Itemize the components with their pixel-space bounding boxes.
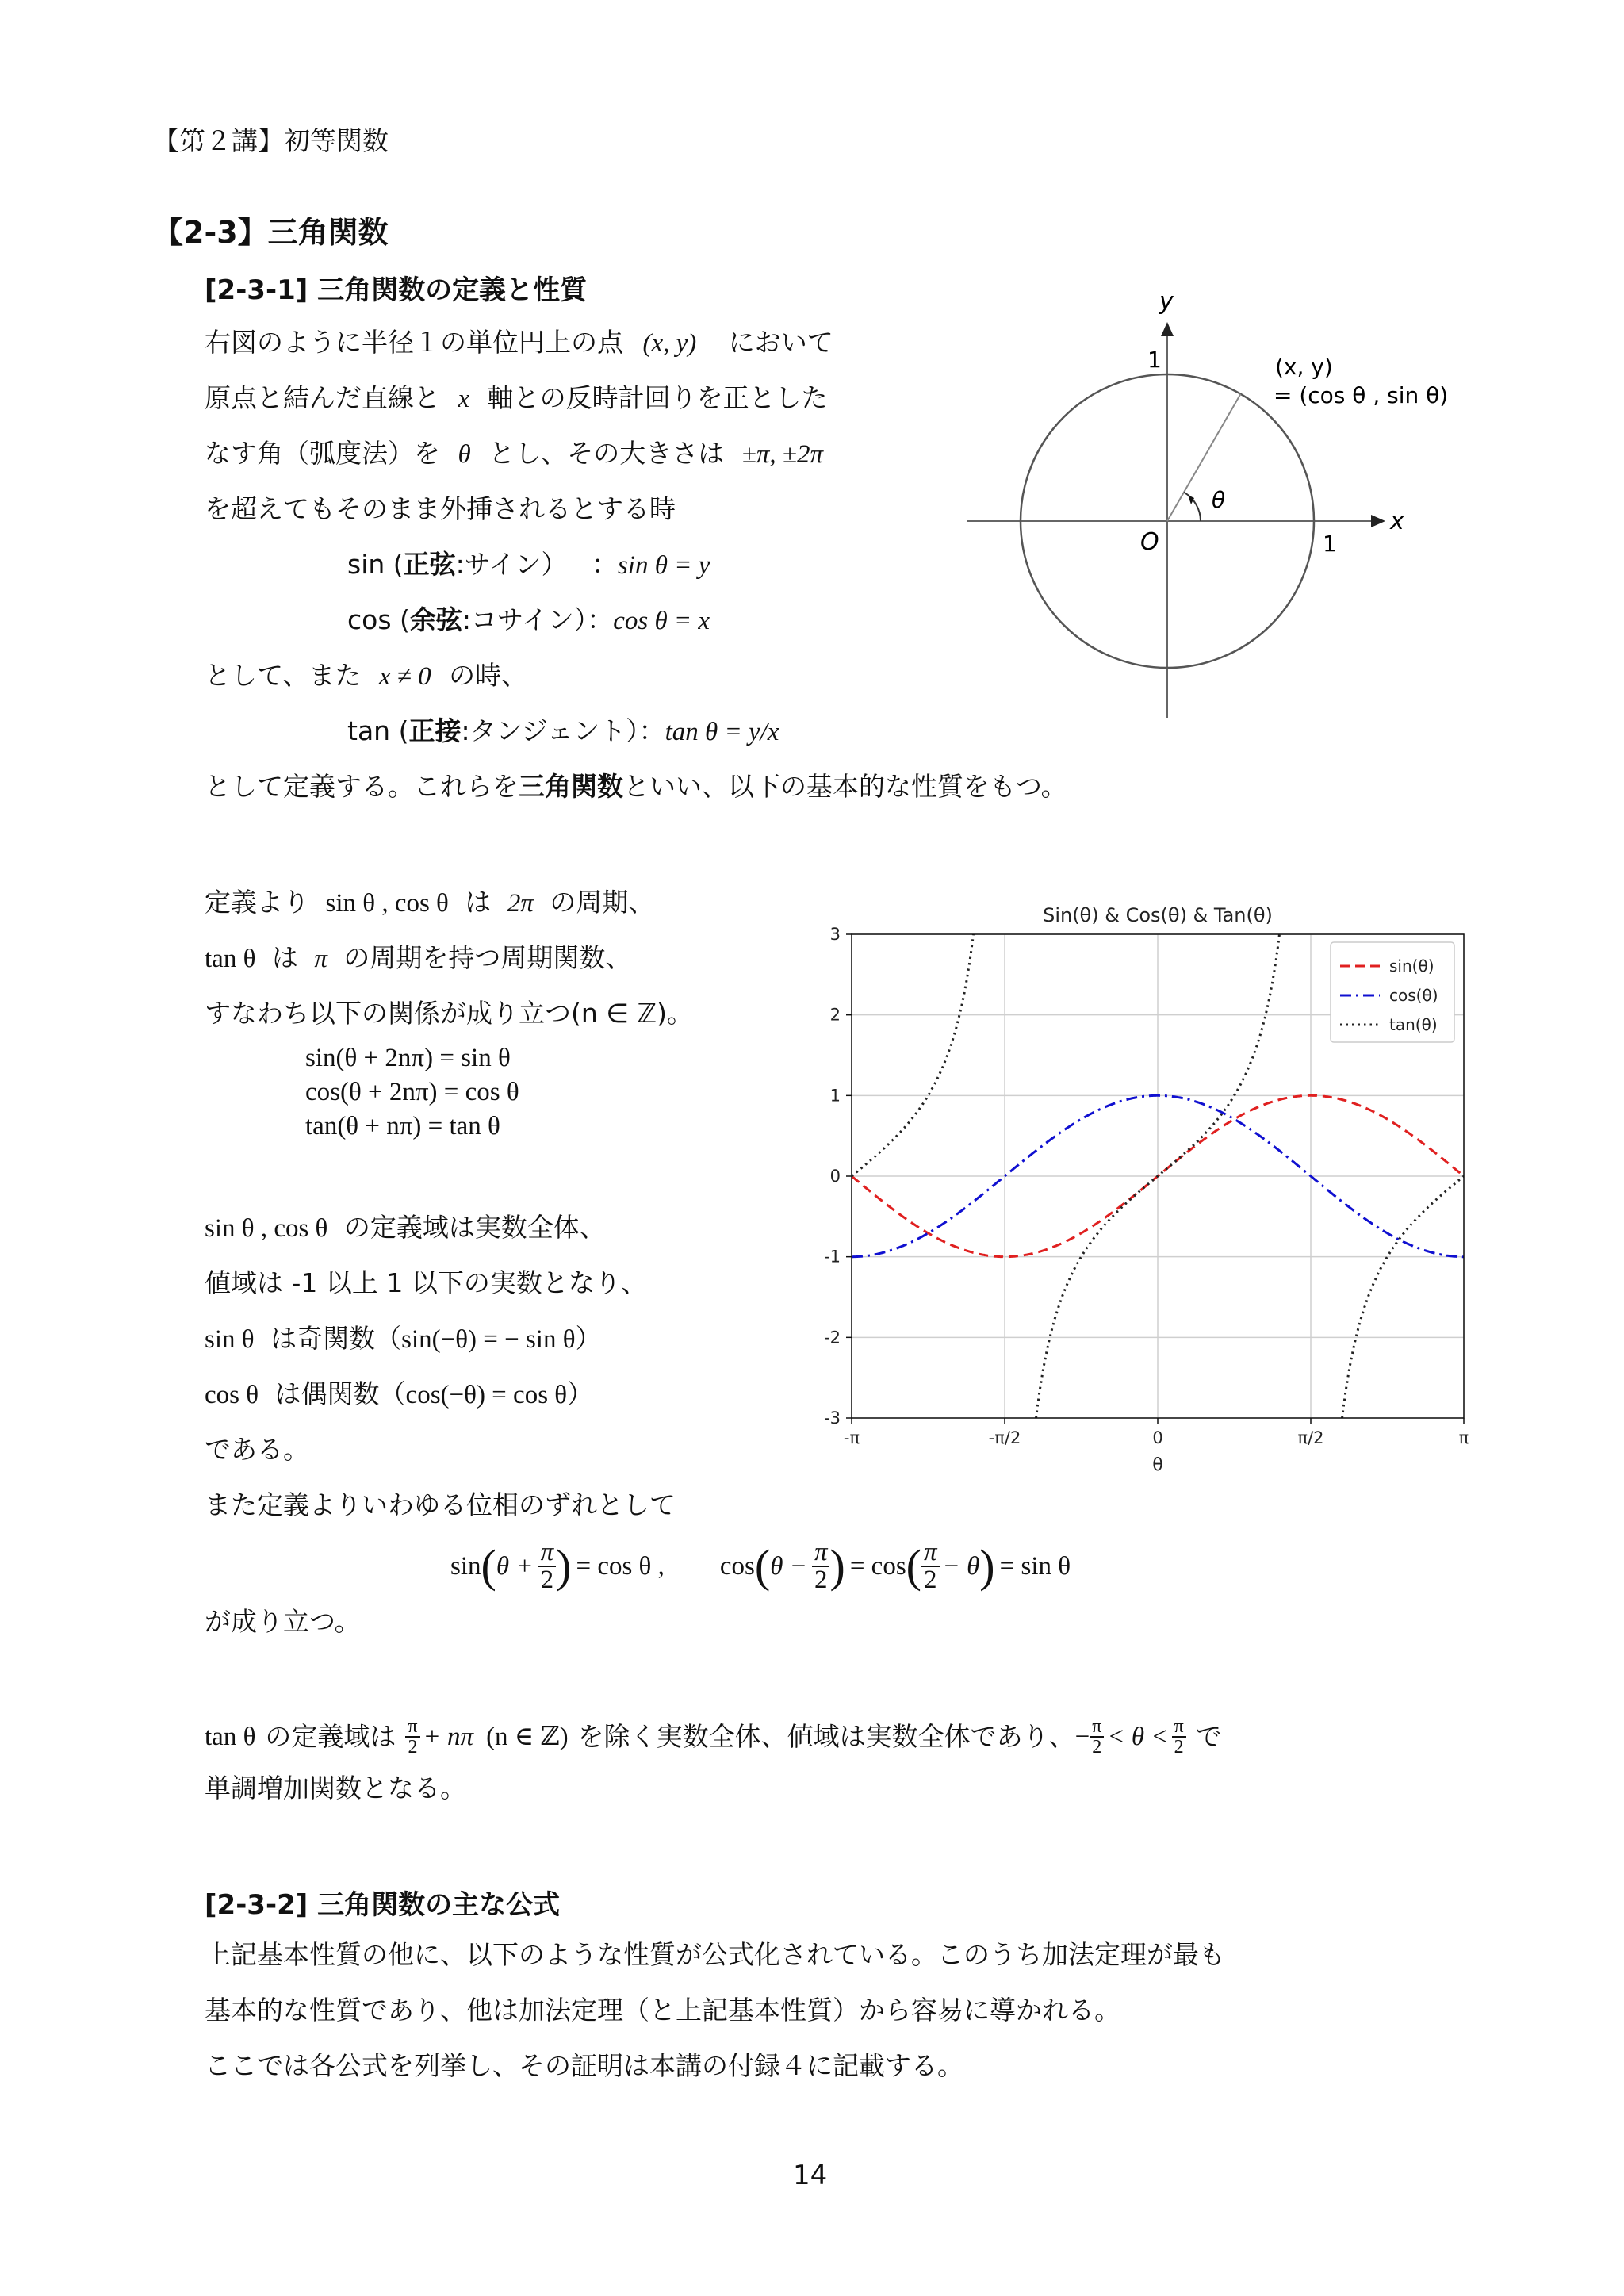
pi-over-2: $\frac{\pi}{2}$ — [812, 1539, 830, 1593]
cos-name: cos ( — [347, 604, 410, 635]
x-var: x — [458, 385, 470, 413]
def-line-4: を超えてもそのまま外挿されるとする時 — [205, 493, 676, 524]
subsection-title-2: [2-3-2] 三角関数の主な公式 — [205, 1889, 561, 1921]
domain-text: の定義域は実数全体、 — [343, 1212, 606, 1243]
pi-over-2: $\frac{\pi}{2}$ — [1172, 1717, 1186, 1757]
legend-label: tan(θ) — [1389, 1015, 1438, 1034]
pi-over-2: $\frac{\pi}{2}$ — [538, 1539, 557, 1593]
formula-intro-3: ここでは各公式を列挙し、その証明は本講の付録４に記載する。 — [205, 2050, 963, 2081]
sin-formula: sin θ = y — [617, 551, 710, 580]
x-condition: x ≠ 0 — [378, 662, 431, 691]
tan-colon: ： — [638, 715, 665, 746]
y-tick-label: 2 — [829, 1005, 841, 1025]
chart-legend — [1331, 942, 1454, 1042]
theta-label: θ — [1212, 487, 1226, 513]
tan-fn: tan θ — [205, 1723, 256, 1751]
y-one-label: 1 — [1147, 347, 1162, 373]
sin-cos: sin θ , cos θ — [325, 889, 449, 918]
phase-arg: − θ — [942, 1551, 980, 1581]
minus-sign: − — [1074, 1723, 1090, 1751]
pi-over-2: $\frac{\pi}{2}$ — [921, 1539, 940, 1593]
n-integer: (n ∈ ℤ) — [486, 1723, 569, 1751]
sin-colon: ： — [591, 549, 618, 580]
chart-title: Sin(θ) & Cos(θ) & Tan(θ) — [1043, 904, 1273, 926]
y-tick-label: -3 — [824, 1409, 841, 1428]
def-line-3 — [205, 438, 823, 470]
x-tick-label: 0 — [1152, 1428, 1163, 1447]
def-text: といい、以下の基本的な性質をもつ。 — [623, 771, 1067, 802]
prop-text: は — [465, 887, 492, 918]
point-xy: (x, y) — [642, 329, 697, 358]
prop-text: の周期、 — [550, 887, 655, 918]
phase-formula: sin ( θ + $\frac{\pi}{2}$ ) = cos θ , cos ( θ − $\frac{\pi}{2}$ ) = cos ( $\frac{\pi}{2}$ − θ ) = sin θ — [450, 1538, 1071, 1594]
cos-rest: :コサイン） — [462, 604, 588, 635]
x-one-label: 1 — [1323, 531, 1337, 557]
prop-line-2 — [205, 942, 631, 975]
y-tick-label: 3 — [829, 925, 841, 944]
tan-def — [347, 715, 779, 748]
page-number: 14 — [793, 2160, 828, 2191]
point-coords-label: = (cos θ , sin θ) — [1274, 382, 1449, 408]
tan-domain-text: の定義域は — [265, 1721, 396, 1752]
def-line-5 — [205, 660, 527, 692]
phase-arg: θ + — [496, 1551, 534, 1581]
def-bold: 三角関数 — [519, 771, 623, 802]
phase-intro: また定義よりいわゆる位相のずれとして — [205, 1489, 676, 1520]
phase-arg: θ − — [770, 1551, 807, 1581]
sin-cos: sin θ , cos θ — [205, 1214, 328, 1243]
formula-intro-1: 上記基本性質の他に、以下のような性質が公式化されている。このうち加法定理が最も — [205, 1939, 1225, 1970]
def-text: の時、 — [449, 660, 528, 691]
even-text: は偶関数（ — [274, 1378, 406, 1409]
formula-intro-2: 基本的な性質であり、他は加法定理（と上記基本性質）から容易に導かれる。 — [205, 1995, 1120, 2026]
chart-xlabel: θ — [1152, 1455, 1163, 1475]
y-tick-label: -1 — [824, 1247, 841, 1267]
tan-domain-text: で — [1195, 1721, 1222, 1752]
unit-circle-diagram — [952, 286, 1449, 730]
tan-domain-line — [205, 1709, 1222, 1765]
holds-text: が成り立つ。 — [205, 1606, 361, 1637]
prop-text: の周期を持つ周期関数、 — [343, 942, 632, 973]
domain-line-1 — [205, 1212, 606, 1244]
def-text: なす角（弧度法）を — [205, 438, 440, 469]
cos-bold: 余弦 — [409, 604, 462, 635]
pi: π — [314, 945, 327, 973]
two-pi: 2π — [507, 889, 534, 918]
def-text: とし、その大きさは — [488, 438, 725, 469]
legend-label: sin(θ) — [1389, 956, 1434, 976]
phase-result: = cos — [849, 1551, 906, 1581]
sin-rest: :サイン） — [455, 549, 568, 580]
even-formula: cos(−θ) = cos θ — [405, 1381, 568, 1409]
even-line — [205, 1378, 593, 1411]
legend-label: cos(θ) — [1389, 986, 1438, 1005]
periodic-eq-3: tan(θ + nπ) = tan θ — [305, 1112, 500, 1140]
prop-line-3: すなわち以下の関係が成り立つ(n ∈ ℤ)。 — [205, 998, 693, 1029]
sin-def — [347, 549, 710, 581]
cos-fn: cos θ — [205, 1381, 259, 1409]
angle-arrow-icon — [1188, 495, 1194, 504]
def-text: として、また — [205, 660, 362, 691]
tan-bold: 正接 — [408, 715, 462, 746]
tan-domain-text: を除く実数全体、値域は実数全体であり、 — [577, 1721, 1075, 1752]
prop-text: 定義より — [205, 887, 309, 918]
radius-line — [1167, 394, 1241, 521]
tan-name: tan ( — [347, 715, 409, 746]
periodic-eq-1: sin(θ + 2nπ) = sin θ — [305, 1044, 511, 1072]
running-header: 【第２講】初等関数 — [153, 125, 389, 156]
def-text: において — [728, 327, 833, 358]
sin-bold: 正弦 — [403, 549, 456, 580]
x-tick-label: -π/2 — [988, 1428, 1021, 1447]
y-tick-label: -2 — [824, 1328, 841, 1347]
def-text: 原点と結んだ直線と — [205, 382, 440, 413]
odd-formula: sin(−θ) = − sin θ — [401, 1325, 576, 1354]
cos-def — [347, 604, 710, 637]
cos-colon: ： — [587, 604, 614, 635]
subsection-title-1: [2-3-1] 三角関数の定義と性質 — [205, 274, 588, 306]
pi-over-2: $\frac{\pi}{2}$ — [1090, 1717, 1104, 1757]
prop-text: は — [271, 942, 298, 973]
n-pi: + nπ — [423, 1723, 474, 1751]
y-tick-label: 1 — [829, 1086, 841, 1106]
cos-formula: cos θ = x — [613, 607, 710, 635]
range-pm: ±π, ±2π — [741, 440, 824, 469]
x-tick-label: -π — [843, 1428, 860, 1447]
periodic-eq-2: cos(θ + 2nπ) = cos θ — [305, 1078, 519, 1106]
def-text: 右図のように半径１の単位円上の点 — [205, 327, 623, 358]
phase-sin: sin — [450, 1551, 481, 1581]
phase-result: = sin θ — [999, 1551, 1071, 1581]
angle-arc — [1184, 493, 1201, 521]
x-tick-label: π — [1458, 1428, 1469, 1447]
trig-chart — [809, 895, 1507, 1481]
phase-result: = cos θ , — [576, 1551, 665, 1581]
section-title: 【2-3】三角関数 — [153, 215, 389, 250]
sin-name: sin ( — [347, 549, 404, 580]
even-close: ） — [567, 1378, 594, 1409]
def-line-6 — [205, 771, 1067, 803]
def-text: として定義する。これらを — [205, 771, 519, 802]
y-tick-label: 0 — [829, 1167, 841, 1186]
pi-over-2: $\frac{\pi}{2}$ — [405, 1717, 419, 1757]
def-line-2 — [205, 382, 828, 415]
prop-line-1 — [205, 887, 654, 919]
x-axis-label: x — [1390, 508, 1404, 535]
odd-line — [205, 1323, 602, 1355]
tan-formula: tan θ = y/x — [665, 718, 779, 746]
phase-cos: cos — [719, 1551, 755, 1581]
monotonic-text: 単調増加関数となる。 — [205, 1773, 466, 1803]
odd-text: は奇関数（ — [270, 1323, 402, 1354]
def-text: 軸との反時計回りを正とした — [487, 382, 828, 413]
odd-close: ） — [575, 1323, 602, 1354]
tan-fn: tan θ — [205, 945, 256, 973]
origin-label: O — [1140, 528, 1159, 556]
domain-line-2: 値域は -1 以上 1 以下の実数となり、 — [205, 1267, 647, 1298]
x-tick-label: π/2 — [1297, 1428, 1324, 1447]
def-line-1 — [205, 327, 833, 359]
theta-range: < θ < — [1107, 1723, 1169, 1751]
de-aru: である。 — [205, 1434, 309, 1465]
y-axis-label: y — [1159, 288, 1174, 316]
tan-rest: :タンジェント） — [461, 715, 639, 746]
sin-fn: sin θ — [205, 1325, 255, 1354]
theta-var: θ — [458, 440, 471, 469]
point-label: (x, y) — [1275, 354, 1333, 380]
